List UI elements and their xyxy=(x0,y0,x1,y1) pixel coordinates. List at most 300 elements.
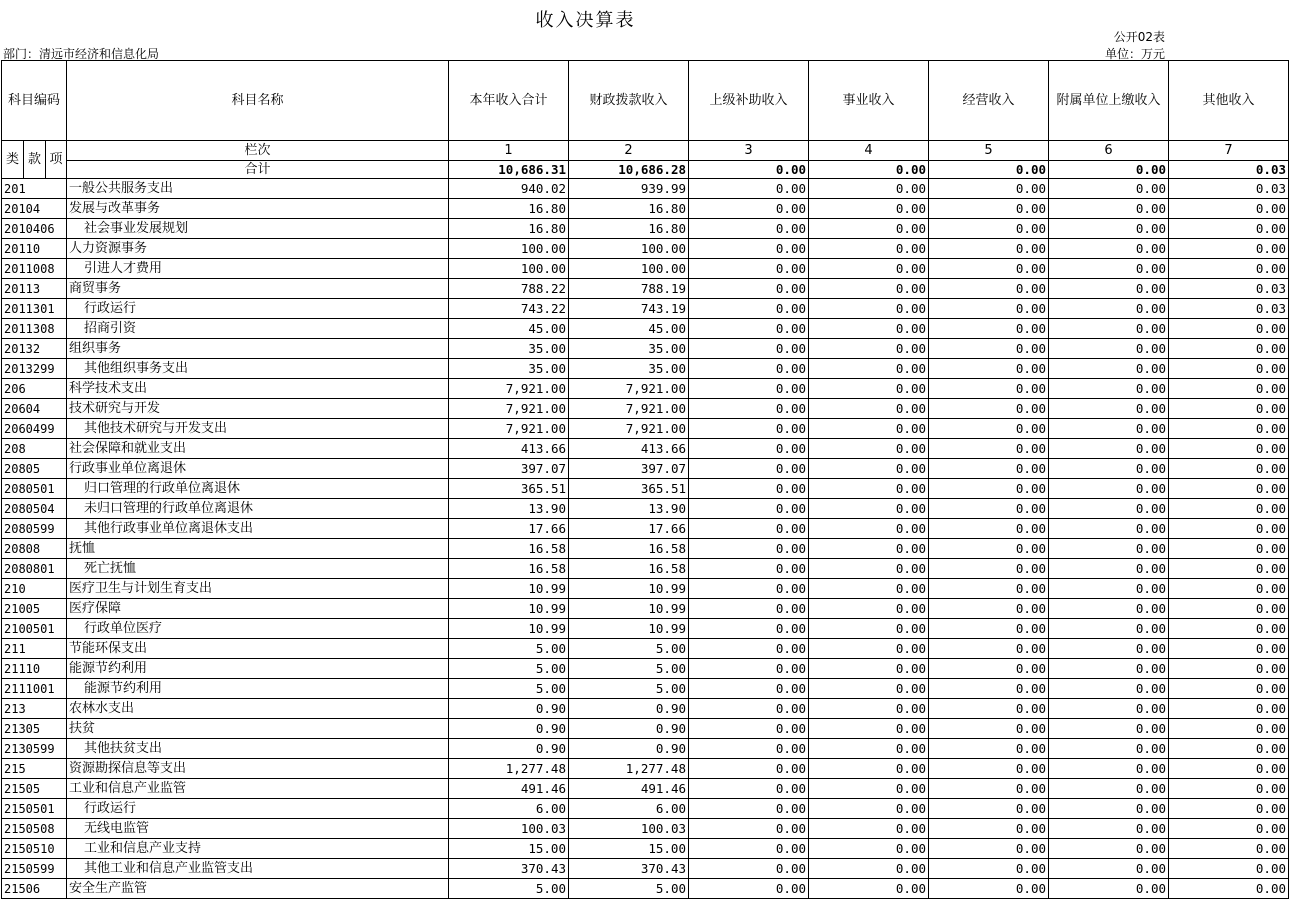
cell-value: 0.00 xyxy=(929,199,1049,219)
cell-value: 16.58 xyxy=(449,559,569,579)
total-label: 合计 xyxy=(67,161,449,179)
cell-value: 0.00 xyxy=(689,699,809,719)
subject-name: 行政运行 xyxy=(67,799,449,819)
cell-value: 0.00 xyxy=(929,259,1049,279)
cell-value: 0.00 xyxy=(1169,739,1289,759)
cell-value: 0.00 xyxy=(809,279,929,299)
header-row xyxy=(2,61,1289,141)
subject-code: 20113 xyxy=(2,279,67,299)
total-value: 0.00 xyxy=(1049,161,1169,179)
cell-value: 0.00 xyxy=(929,779,1049,799)
table-row xyxy=(2,479,1289,499)
cell-value: 35.00 xyxy=(569,339,689,359)
cell-value: 0.00 xyxy=(809,739,929,759)
table-row xyxy=(2,739,1289,759)
cell-value: 0.00 xyxy=(1169,539,1289,559)
cell-value: 0.00 xyxy=(1169,799,1289,819)
subject-name: 其他工业和信息产业监管支出 xyxy=(67,859,449,879)
cell-value: 0.00 xyxy=(689,819,809,839)
cell-value: 0.00 xyxy=(1049,239,1169,259)
cell-value: 6.00 xyxy=(449,799,569,819)
table-row xyxy=(2,399,1289,419)
cell-value: 0.00 xyxy=(1049,539,1169,559)
cell-value: 5.00 xyxy=(449,659,569,679)
cell-value: 0.00 xyxy=(929,679,1049,699)
cell-value: 397.07 xyxy=(449,459,569,479)
cell-value: 45.00 xyxy=(569,319,689,339)
total-row xyxy=(2,161,1289,179)
table-row xyxy=(2,859,1289,879)
table-row xyxy=(2,799,1289,819)
subject-code: 2130599 xyxy=(2,739,67,759)
cell-value: 0.00 xyxy=(929,459,1049,479)
cell-value: 743.19 xyxy=(569,299,689,319)
cell-value: 0.00 xyxy=(689,799,809,819)
cell-value: 0.00 xyxy=(689,239,809,259)
table-row xyxy=(2,599,1289,619)
cell-value: 0.00 xyxy=(929,739,1049,759)
cell-value: 16.58 xyxy=(569,559,689,579)
header-col-7: 其他收入 xyxy=(1169,61,1289,141)
cell-value: 0.00 xyxy=(1049,739,1169,759)
cell-value: 0.00 xyxy=(1169,619,1289,639)
table-row xyxy=(2,539,1289,559)
cell-value: 0.00 xyxy=(1049,879,1169,899)
cell-value: 0.00 xyxy=(809,719,929,739)
header-code: 科目编码 xyxy=(2,61,67,141)
cell-value: 0.00 xyxy=(929,239,1049,259)
cell-value: 0.00 xyxy=(1049,779,1169,799)
cell-value: 0.00 xyxy=(929,299,1049,319)
subject-name: 工业和信息产业支持 xyxy=(67,839,449,859)
cell-value: 743.22 xyxy=(449,299,569,319)
subject-code: 2080501 xyxy=(2,479,67,499)
table-row xyxy=(2,659,1289,679)
cell-value: 0.00 xyxy=(689,179,809,199)
cell-value: 788.19 xyxy=(569,279,689,299)
cell-value: 0.00 xyxy=(1169,239,1289,259)
cell-value: 0.00 xyxy=(1169,479,1289,499)
total-value: 0.03 xyxy=(1169,161,1289,179)
header-lei: 类 xyxy=(2,141,24,179)
subject-code: 213 xyxy=(2,699,67,719)
cell-value: 0.00 xyxy=(929,539,1049,559)
table-row xyxy=(2,459,1289,479)
cell-value: 35.00 xyxy=(449,359,569,379)
subject-code: 20132 xyxy=(2,339,67,359)
table-row xyxy=(2,879,1289,899)
cell-value: 0.00 xyxy=(689,639,809,659)
table-row xyxy=(2,519,1289,539)
cell-value: 0.00 xyxy=(1169,459,1289,479)
header-lanci: 栏次 xyxy=(67,141,449,161)
cell-value: 0.00 xyxy=(689,859,809,879)
cell-value: 0.00 xyxy=(1049,579,1169,599)
subject-code: 2011301 xyxy=(2,299,67,319)
subject-code: 2100501 xyxy=(2,619,67,639)
cell-value: 0.00 xyxy=(689,219,809,239)
table-row xyxy=(2,819,1289,839)
cell-value: 35.00 xyxy=(449,339,569,359)
table-row xyxy=(2,499,1289,519)
cell-value: 0.00 xyxy=(1169,359,1289,379)
cell-value: 0.00 xyxy=(929,839,1049,859)
cell-value: 17.66 xyxy=(449,519,569,539)
header-col-6: 附属单位上缴收入 xyxy=(1049,61,1169,141)
cell-value: 0.00 xyxy=(929,639,1049,659)
cell-value: 0.00 xyxy=(809,399,929,419)
table-row xyxy=(2,719,1289,739)
cell-value: 0.00 xyxy=(929,379,1049,399)
cell-value: 0.00 xyxy=(1169,839,1289,859)
cell-value: 16.58 xyxy=(569,539,689,559)
cell-value: 0.00 xyxy=(929,499,1049,519)
subject-code: 210 xyxy=(2,579,67,599)
cell-value: 0.00 xyxy=(1049,639,1169,659)
cell-value: 0.00 xyxy=(1049,439,1169,459)
cell-value: 0.00 xyxy=(1169,559,1289,579)
cell-value: 0.00 xyxy=(1049,839,1169,859)
subject-code: 206 xyxy=(2,379,67,399)
cell-value: 0.00 xyxy=(809,339,929,359)
subject-code: 2080599 xyxy=(2,519,67,539)
cell-value: 0.00 xyxy=(689,579,809,599)
subject-code: 2010406 xyxy=(2,219,67,239)
cell-value: 7,921.00 xyxy=(569,419,689,439)
cell-value: 45.00 xyxy=(449,319,569,339)
cell-value: 13.90 xyxy=(449,499,569,519)
cell-value: 0.00 xyxy=(1169,719,1289,739)
subject-code: 2150599 xyxy=(2,859,67,879)
cell-value: 0.00 xyxy=(1049,199,1169,219)
subject-code: 21506 xyxy=(2,879,67,899)
cell-value: 0.00 xyxy=(1169,879,1289,899)
cell-value: 0.00 xyxy=(809,679,929,699)
cell-value: 0.90 xyxy=(449,699,569,719)
subject-name: 组织事务 xyxy=(67,339,449,359)
cell-value: 0.00 xyxy=(1169,419,1289,439)
subject-code: 20104 xyxy=(2,199,67,219)
cell-value: 0.00 xyxy=(809,879,929,899)
total-value: 10,686.31 xyxy=(449,161,569,179)
subject-code: 2150510 xyxy=(2,839,67,859)
cell-value: 0.00 xyxy=(809,359,929,379)
cell-value: 0.00 xyxy=(929,479,1049,499)
cell-value: 0.00 xyxy=(689,339,809,359)
cell-value: 0.03 xyxy=(1169,299,1289,319)
cell-value: 10.99 xyxy=(569,579,689,599)
cell-value: 0.00 xyxy=(1049,759,1169,779)
cell-value: 0.00 xyxy=(809,499,929,519)
cell-value: 0.00 xyxy=(1049,599,1169,619)
cell-value: 16.80 xyxy=(449,199,569,219)
cell-value: 0.00 xyxy=(929,799,1049,819)
cell-value: 1,277.48 xyxy=(569,759,689,779)
header-col-3: 上级补助收入 xyxy=(689,61,809,141)
cell-value: 0.00 xyxy=(689,199,809,219)
cell-value: 939.99 xyxy=(569,179,689,199)
cell-value: 0.00 xyxy=(809,659,929,679)
cell-value: 0.00 xyxy=(1049,459,1169,479)
subject-name: 其他组织事务支出 xyxy=(67,359,449,379)
cell-value: 15.00 xyxy=(449,839,569,859)
cell-value: 0.00 xyxy=(929,339,1049,359)
cell-value: 0.00 xyxy=(1169,319,1289,339)
subject-code: 2060499 xyxy=(2,419,67,439)
col-number-6: 6 xyxy=(1049,141,1169,161)
col-number-7: 7 xyxy=(1169,141,1289,161)
cell-value: 15.00 xyxy=(569,839,689,859)
cell-value: 0.00 xyxy=(929,599,1049,619)
cell-value: 0.00 xyxy=(809,259,929,279)
subject-name: 医疗保障 xyxy=(67,599,449,619)
cell-value: 0.00 xyxy=(689,359,809,379)
table-row xyxy=(2,619,1289,639)
col-number-3: 3 xyxy=(689,141,809,161)
table-row xyxy=(2,639,1289,659)
cell-value: 13.90 xyxy=(569,499,689,519)
cell-value: 5.00 xyxy=(569,879,689,899)
table-row xyxy=(2,299,1289,319)
cell-value: 788.22 xyxy=(449,279,569,299)
cell-value: 0.00 xyxy=(1169,759,1289,779)
cell-value: 0.00 xyxy=(929,279,1049,299)
cell-value: 0.00 xyxy=(1169,259,1289,279)
cell-value: 7,921.00 xyxy=(449,379,569,399)
subject-code: 201 xyxy=(2,179,67,199)
cell-value: 0.00 xyxy=(689,759,809,779)
subject-name: 能源节约利用 xyxy=(67,659,449,679)
table-row xyxy=(2,779,1289,799)
cell-value: 7,921.00 xyxy=(569,399,689,419)
cell-value: 0.00 xyxy=(929,219,1049,239)
subject-name: 技术研究与开发 xyxy=(67,399,449,419)
subject-name: 安全生产监管 xyxy=(67,879,449,899)
cell-value: 0.00 xyxy=(689,839,809,859)
cell-value: 0.00 xyxy=(929,659,1049,679)
cell-value: 0.00 xyxy=(809,599,929,619)
subject-code: 2080801 xyxy=(2,559,67,579)
cell-value: 0.00 xyxy=(1049,399,1169,419)
cell-value: 0.00 xyxy=(929,359,1049,379)
subject-name: 农林水支出 xyxy=(67,699,449,719)
cell-value: 100.00 xyxy=(449,239,569,259)
cell-value: 0.00 xyxy=(1169,499,1289,519)
cell-value: 0.00 xyxy=(1049,679,1169,699)
cell-value: 10.99 xyxy=(569,619,689,639)
subject-name: 扶贫 xyxy=(67,719,449,739)
cell-value: 0.00 xyxy=(689,599,809,619)
cell-value: 100.03 xyxy=(449,819,569,839)
subject-name: 死亡抚恤 xyxy=(67,559,449,579)
cell-value: 0.00 xyxy=(1049,299,1169,319)
cell-value: 0.00 xyxy=(1169,439,1289,459)
subject-name: 社会保障和就业支出 xyxy=(67,439,449,459)
cell-value: 413.66 xyxy=(449,439,569,459)
table-row xyxy=(2,339,1289,359)
cell-value: 0.00 xyxy=(929,759,1049,779)
cell-value: 10.99 xyxy=(449,599,569,619)
cell-value: 365.51 xyxy=(569,479,689,499)
cell-value: 0.00 xyxy=(809,799,929,819)
header-col-4: 事业收入 xyxy=(809,61,929,141)
header-kuan: 款 xyxy=(24,141,46,179)
header-name: 科目名称 xyxy=(67,61,449,141)
col-number-2: 2 xyxy=(569,141,689,161)
cell-value: 0.00 xyxy=(1169,219,1289,239)
cell-value: 0.00 xyxy=(689,319,809,339)
cell-value: 100.03 xyxy=(569,819,689,839)
cell-value: 16.80 xyxy=(569,199,689,219)
cell-value: 0.00 xyxy=(1049,479,1169,499)
cell-value: 365.51 xyxy=(449,479,569,499)
subject-name: 工业和信息产业监管 xyxy=(67,779,449,799)
cell-value: 10.99 xyxy=(449,619,569,639)
cell-value: 100.00 xyxy=(569,259,689,279)
cell-value: 0.00 xyxy=(809,379,929,399)
unit-label: 单位：万元 xyxy=(1104,47,1165,61)
cell-value: 0.00 xyxy=(689,519,809,539)
table-row xyxy=(2,699,1289,719)
cell-value: 0.00 xyxy=(809,559,929,579)
cell-value: 0.00 xyxy=(809,699,929,719)
cell-value: 0.00 xyxy=(1049,179,1169,199)
subject-code: 20808 xyxy=(2,539,67,559)
cell-value: 0.00 xyxy=(1049,559,1169,579)
cell-value: 0.00 xyxy=(689,379,809,399)
subject-code: 21110 xyxy=(2,659,67,679)
cell-value: 35.00 xyxy=(569,359,689,379)
cell-value: 0.03 xyxy=(1169,279,1289,299)
subject-code: 21505 xyxy=(2,779,67,799)
subject-name: 其他扶贫支出 xyxy=(67,739,449,759)
subject-code: 21005 xyxy=(2,599,67,619)
subject-name: 行政事业单位离退休 xyxy=(67,459,449,479)
subject-name: 一般公共服务支出 xyxy=(67,179,449,199)
cell-value: 0.90 xyxy=(449,719,569,739)
subject-name: 招商引资 xyxy=(67,319,449,339)
cell-value: 0.00 xyxy=(809,219,929,239)
table-row xyxy=(2,679,1289,699)
cell-value: 0.00 xyxy=(929,819,1049,839)
subject-code: 2013299 xyxy=(2,359,67,379)
cell-value: 0.00 xyxy=(809,619,929,639)
subject-name: 其他行政事业单位离退休支出 xyxy=(67,519,449,539)
cell-value: 413.66 xyxy=(569,439,689,459)
cell-value: 0.00 xyxy=(809,239,929,259)
cell-value: 0.00 xyxy=(689,439,809,459)
cell-value: 0.00 xyxy=(809,319,929,339)
cell-value: 100.00 xyxy=(569,239,689,259)
cell-value: 0.00 xyxy=(809,839,929,859)
cell-value: 16.80 xyxy=(569,219,689,239)
subject-code: 2150508 xyxy=(2,819,67,839)
cell-value: 0.00 xyxy=(1049,319,1169,339)
cell-value: 0.00 xyxy=(689,879,809,899)
subject-name: 社会事业发展规划 xyxy=(67,219,449,239)
header-col-5: 经营收入 xyxy=(929,61,1049,141)
cell-value: 0.00 xyxy=(1169,859,1289,879)
subject-name: 发展与改革事务 xyxy=(67,199,449,219)
cell-value: 0.00 xyxy=(1049,339,1169,359)
cell-value: 0.00 xyxy=(689,659,809,679)
cell-value: 0.00 xyxy=(929,519,1049,539)
subject-name: 引进人才费用 xyxy=(67,259,449,279)
cell-value: 0.00 xyxy=(1049,359,1169,379)
table-row xyxy=(2,259,1289,279)
cell-value: 0.00 xyxy=(1049,699,1169,719)
income-table xyxy=(1,60,1289,899)
cell-value: 0.00 xyxy=(1049,379,1169,399)
col-number-1: 1 xyxy=(449,141,569,161)
table-row xyxy=(2,419,1289,439)
total-value: 0.00 xyxy=(929,161,1049,179)
cell-value: 0.00 xyxy=(1169,599,1289,619)
cell-value: 5.00 xyxy=(569,679,689,699)
cell-value: 0.00 xyxy=(689,539,809,559)
header-xiang: 项 xyxy=(46,141,67,179)
table-row xyxy=(2,179,1289,199)
cell-value: 0.90 xyxy=(569,739,689,759)
table-row xyxy=(2,319,1289,339)
cell-value: 0.00 xyxy=(689,259,809,279)
cell-value: 0.00 xyxy=(809,779,929,799)
subject-name: 能源节约利用 xyxy=(67,679,449,699)
cell-value: 0.00 xyxy=(809,179,929,199)
cell-value: 0.00 xyxy=(809,299,929,319)
subject-code: 2150501 xyxy=(2,799,67,819)
cell-value: 7,921.00 xyxy=(569,379,689,399)
table-row xyxy=(2,359,1289,379)
total-value: 0.00 xyxy=(689,161,809,179)
cell-value: 0.00 xyxy=(1169,679,1289,699)
cell-value: 0.00 xyxy=(929,399,1049,419)
cell-value: 0.00 xyxy=(689,279,809,299)
cell-value: 0.00 xyxy=(929,439,1049,459)
cell-value: 0.00 xyxy=(809,479,929,499)
cell-value: 0.00 xyxy=(809,819,929,839)
cell-value: 0.00 xyxy=(809,759,929,779)
table-row xyxy=(2,219,1289,239)
cell-value: 0.00 xyxy=(1049,659,1169,679)
cell-value: 370.43 xyxy=(569,859,689,879)
form-number: 公开02表 xyxy=(1113,30,1165,44)
cell-value: 0.00 xyxy=(1049,799,1169,819)
cell-value: 0.00 xyxy=(689,419,809,439)
department-label: 部门：清远市经济和信息化局 xyxy=(3,47,160,61)
cell-value: 0.00 xyxy=(1049,719,1169,739)
table-row xyxy=(2,579,1289,599)
subject-code: 21305 xyxy=(2,719,67,739)
cell-value: 5.00 xyxy=(569,639,689,659)
subject-name: 人力资源事务 xyxy=(67,239,449,259)
cell-value: 0.00 xyxy=(809,459,929,479)
cell-value: 0.00 xyxy=(929,319,1049,339)
cell-value: 0.00 xyxy=(1049,819,1169,839)
header-col-1: 本年收入合计 xyxy=(449,61,569,141)
subject-code: 2011008 xyxy=(2,259,67,279)
subject-name: 抚恤 xyxy=(67,539,449,559)
cell-value: 0.00 xyxy=(1169,779,1289,799)
cell-value: 10.99 xyxy=(569,599,689,619)
cell-value: 16.80 xyxy=(449,219,569,239)
cell-value: 0.03 xyxy=(1169,179,1289,199)
cell-value: 0.00 xyxy=(929,859,1049,879)
table-row xyxy=(2,559,1289,579)
cell-value: 17.66 xyxy=(569,519,689,539)
subject-code: 2080504 xyxy=(2,499,67,519)
cell-value: 0.00 xyxy=(929,719,1049,739)
